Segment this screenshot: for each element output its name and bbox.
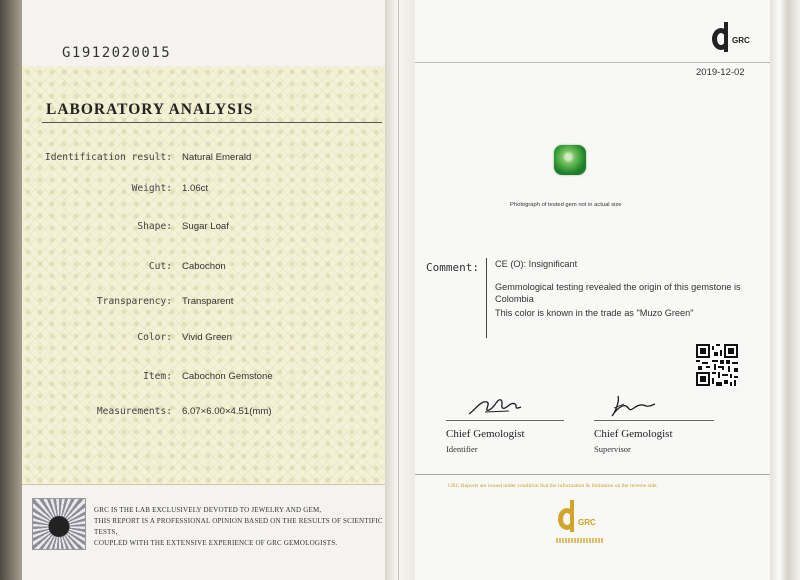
seal-underline [556,538,604,543]
lab-statement [94,505,384,549]
comment-origin: Gemmological testing revealed the origin of this gemstone is Colombia [495,282,741,304]
footer-divider [22,484,385,485]
lab-statement-line: COUPLED WITH THE EXTENSIVE EXPERIENCE OF GRC GEMOLOGISTS. [94,539,338,547]
signer-title-supervisor: Chief Gemologist [594,428,673,440]
field-value-color: Vivid Green [182,332,232,343]
lab-statement-line: THIS REPORT IS A PROFESSIONAL OPINION BASED ON THE RESULTS OF SCIENTIFIC TESTS, [94,517,383,536]
signer-role-identifier: Identifier [446,444,478,454]
field-value-item: Cabochon Gemstone [182,371,273,382]
lab-statement-line: GRC IS THE LAB EXCLUSIVELY DEVOTED TO JEWELRY AND GEM, [94,506,322,514]
header-divider [415,62,770,63]
booklet-spine [385,0,415,580]
disclaimer-divider [415,474,770,475]
certificate-number: G1912020015 [62,45,172,61]
grc-seal-logo-icon [558,500,596,536]
field-value-measurements: 6.07×6.00×4.51(mm) [182,406,272,417]
comment-trade-color: This color is known in the trade as "Muzo Green" [495,308,694,318]
logo-text: GRC [732,36,750,45]
field-label-measurements: Measurements: [96,406,172,417]
signer-role-supervisor: Supervisor [594,444,631,454]
field-label-weight: Weight: [131,183,172,194]
field-label-identification: Identification result: [44,152,172,163]
disclaimer-text: GRC Reports are issued under condition that the information & limitation on the reverse side. [448,483,658,489]
signature-line-identifier [446,420,564,421]
signature-line-supervisor [594,420,714,421]
comment-divider [486,258,487,338]
comment-label: Comment: [426,261,479,274]
signer-title-identifier: Chief Gemologist [446,428,525,440]
field-value-transparency: Transparent [182,296,234,307]
field-label-cut: Cut: [148,261,172,272]
field-label-shape: Shape: [137,221,172,232]
security-pattern-panel [22,66,385,484]
grc-logo-icon [712,22,750,56]
spine-fold [398,0,399,580]
seal-logo-text: GRC [578,518,596,527]
field-label-color: Color: [137,332,172,343]
signature-supervisor [608,392,658,420]
field-value-identification: Natural Emerald [182,152,252,163]
photo-caption: Photograph of tested gem not in actual size [510,202,622,208]
hologram-seal-icon [32,498,86,550]
gemstone-photo [554,145,586,175]
page-edge [770,0,800,580]
field-value-weight: 1.06ct [182,183,209,194]
field-value-shape: Sugar Loaf [182,221,229,232]
left-page [22,0,385,580]
field-value-cut: Cabochon [182,261,226,272]
comment-clarity-enhancement: CE (O): Insignificant [495,259,578,269]
title-divider [42,122,382,123]
signature-identifier [465,392,525,420]
field-label-item: Item: [143,371,172,382]
report-date: 2019-12-02 [696,67,745,78]
page-shadow [0,0,22,580]
page-title: LABORATORY ANALYSIS [46,101,254,118]
qr-code-icon [696,344,738,386]
field-label-transparency: Transparency: [96,296,172,307]
